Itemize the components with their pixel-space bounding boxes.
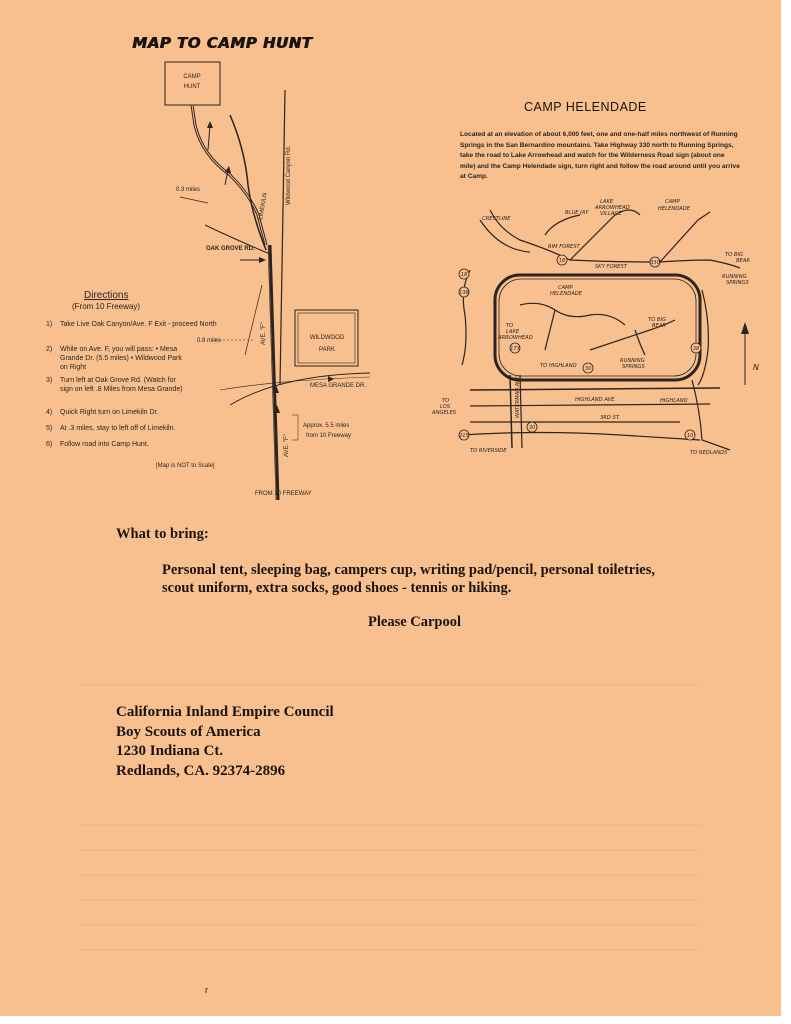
sky-forest-label: SKY FOREST [595, 264, 627, 270]
camp-helendade-top-2: HELENDADE [658, 206, 691, 212]
route-marker-18: 18 [460, 272, 468, 278]
direction-number: 1) [46, 321, 53, 328]
blue-jay-label: BLUE JAY [565, 210, 589, 216]
to-lake-arrowhead-3: ARROWHEAD [498, 335, 533, 341]
highland-label: HIGHLAND [660, 398, 688, 404]
page-bottom-margin [0, 1016, 791, 1024]
route-marker-18b: 18 [558, 258, 566, 264]
wildwood-canyon-label: Wildwood Canyon Rd. [286, 145, 292, 205]
highway-330 [462, 270, 470, 365]
address-line-1: California Inland Empire Council [116, 704, 334, 720]
direction-number: 4) [46, 409, 53, 416]
to-lake-arrowhead-1: TO [506, 323, 514, 329]
route-marker-10: 10 [686, 433, 694, 439]
route-marker-173: 173 [510, 346, 520, 352]
direction-text: Turn left at Oak Grove Rd. (Watch for sign on left .8 Miles from Mesa Grande) [60, 377, 183, 393]
to-big-bear-inset-1: TO BIG [648, 317, 667, 323]
lake-arrowhead-village-3: VILLAGE [600, 211, 622, 217]
ave-f-road [270, 245, 278, 500]
ave-f-bottom-label: AVE. "F" [284, 434, 290, 457]
carpool-note: Please Carpool [368, 614, 462, 630]
running-springs-inset-1: RUNNING [620, 358, 645, 364]
third-st-label: 3RD ST. [600, 415, 621, 421]
distance-0-8-label: 0.8 miles [197, 338, 222, 344]
oak-grove-label: OAK GROVE RD. [206, 246, 255, 252]
to-highland-label: TO HIGHLAND [540, 363, 577, 369]
to-lake-arrowhead-2: LAKE [506, 329, 520, 335]
address-line-3: 1230 Indiana Ct. [116, 743, 224, 759]
camp-hunt-label-2: HUNT [183, 84, 201, 90]
page-mark: r [205, 985, 208, 995]
highland-avenue [470, 388, 720, 390]
directions-subheading: (From 10 Freeway) [72, 302, 141, 311]
direction-text: At .3 miles, stay to left off of Limekiln. [60, 425, 176, 432]
direction-text: Quick Right turn on Limekiln Dr. [60, 409, 159, 416]
waterman-ave-label: WATERMAN AVE [515, 376, 521, 418]
what-to-bring-heading: What to bring: [116, 526, 209, 542]
mesa-grande-label: MESA GRANDE DR. [310, 383, 367, 389]
limekiln-label: LIMEKILN [258, 192, 269, 221]
camp-helendade-map [432, 190, 770, 460]
camp-helendade-top-1: CAMP [665, 199, 680, 205]
direction-text: Follow road into Camp Hunt. [60, 441, 149, 448]
to-big-bear-top-1: TO BIG [725, 252, 744, 258]
to-big-bear-inset-2: BEAR [652, 323, 666, 329]
from-freeway-label: FROM 10 FREEWAY [255, 491, 312, 497]
waterman-avenue [510, 375, 512, 448]
route-marker-30b: 30 [584, 366, 592, 372]
lake-arrowhead-village-2: ARROWHEAD [595, 205, 630, 211]
direction-text: Take Live Oak Canyon/Ave. F Exit - proceed North [60, 321, 217, 328]
camp-helendade-inset-1: CAMP [558, 285, 573, 291]
direction-number: 5) [46, 425, 53, 432]
direction-number: 2) [46, 346, 53, 353]
route-marker-215: 215 [459, 433, 469, 439]
camp-hunt-map [40, 55, 370, 505]
distance-0-3-label: 0.3 miles [176, 187, 201, 193]
camp-helendade-title: CAMP HELENDADE [524, 100, 647, 114]
north-label: N [753, 363, 759, 372]
camp-helendade-description: Located at an elevation of about 6,000 feet, one and one-half miles northwest of Running Springs in the San Bernardino mountains. Take Highway 330 north to Running Springs, take the road to Lake Arrowhead and watch for the Wilderness Road sign (about one mile) and the Camp Helendade sign, turn right and follow the road around until you arrive at Camp. [460, 131, 740, 180]
to-los-angeles-1: TO [442, 398, 450, 404]
highland-ave-label: HIGHLAND AVE. [575, 397, 617, 403]
ave-f-top-label: AVE. "F" [261, 322, 267, 345]
wildwood-park-label-1: WILDWOOD [309, 335, 345, 341]
lake-arrowhead-village-1: LAKE [600, 199, 614, 205]
what-to-bring-list [162, 561, 702, 597]
route-arrow-1 [208, 125, 210, 150]
rim-forest-label: RIM FOREST [548, 244, 580, 250]
camp-helendade-inset-2: HELENDADE [550, 291, 583, 297]
route-marker-138: 138 [459, 290, 469, 296]
map-title: MAP TO CAMP HUNT [132, 34, 313, 52]
direction-number: 3) [46, 377, 53, 384]
to-riverside-label: TO RIVERSIDE [470, 448, 507, 454]
approx-distance-2: from 10 Freeway [306, 433, 352, 439]
to-los-angeles-3: ANGELES [432, 410, 457, 416]
mountain-road [490, 210, 740, 268]
address-line-4: Redlands, CA. 92374-2896 [116, 762, 286, 779]
running-springs-1: RUNNING [722, 274, 747, 280]
route-marker-330: 330 [650, 260, 660, 266]
running-springs-inset-2: SPRINGS [622, 364, 645, 370]
directions-heading: Directions [84, 290, 129, 301]
running-springs-2: SPRINGS [726, 280, 749, 286]
approx-distance-1: Approx. 5.5 miles [303, 423, 350, 429]
address-line-2: Boy Scouts of America [116, 723, 261, 740]
direction-number: 6) [46, 441, 53, 448]
direction-text: While on Ave. F, you will pass: • Mesa Grande Dr. (5.5 miles) • Wildwood Park on Right [60, 346, 182, 371]
route-marker-30: 30 [528, 425, 536, 431]
crestline-label: CRESTLINE [482, 216, 511, 222]
what-to-bring-line-2: scout uniform, extra socks, good shoes - tennis or hiking. [162, 580, 512, 596]
not-to-scale-note: [Map is NOT to Scale] [156, 463, 215, 469]
what-to-bring-line-1: Personal tent, sleeping bag, campers cup, writing pad/pencil, personal toiletries, [162, 562, 655, 578]
wildwood-canyon-road [280, 90, 285, 385]
inset-box [495, 275, 700, 380]
wildwood-park-label-2: PARK [319, 347, 335, 353]
to-redlands-label: TO REDLANDS [690, 450, 728, 456]
return-address [116, 703, 334, 781]
to-big-bear-top-2: BEAR [736, 258, 750, 264]
camp-road [192, 105, 266, 245]
to-los-angeles-2: LOS [440, 404, 451, 410]
camp-hunt-label-1: CAMP [183, 74, 201, 80]
page-right-margin [781, 0, 791, 1024]
route-marker-38: 38 [692, 346, 700, 352]
